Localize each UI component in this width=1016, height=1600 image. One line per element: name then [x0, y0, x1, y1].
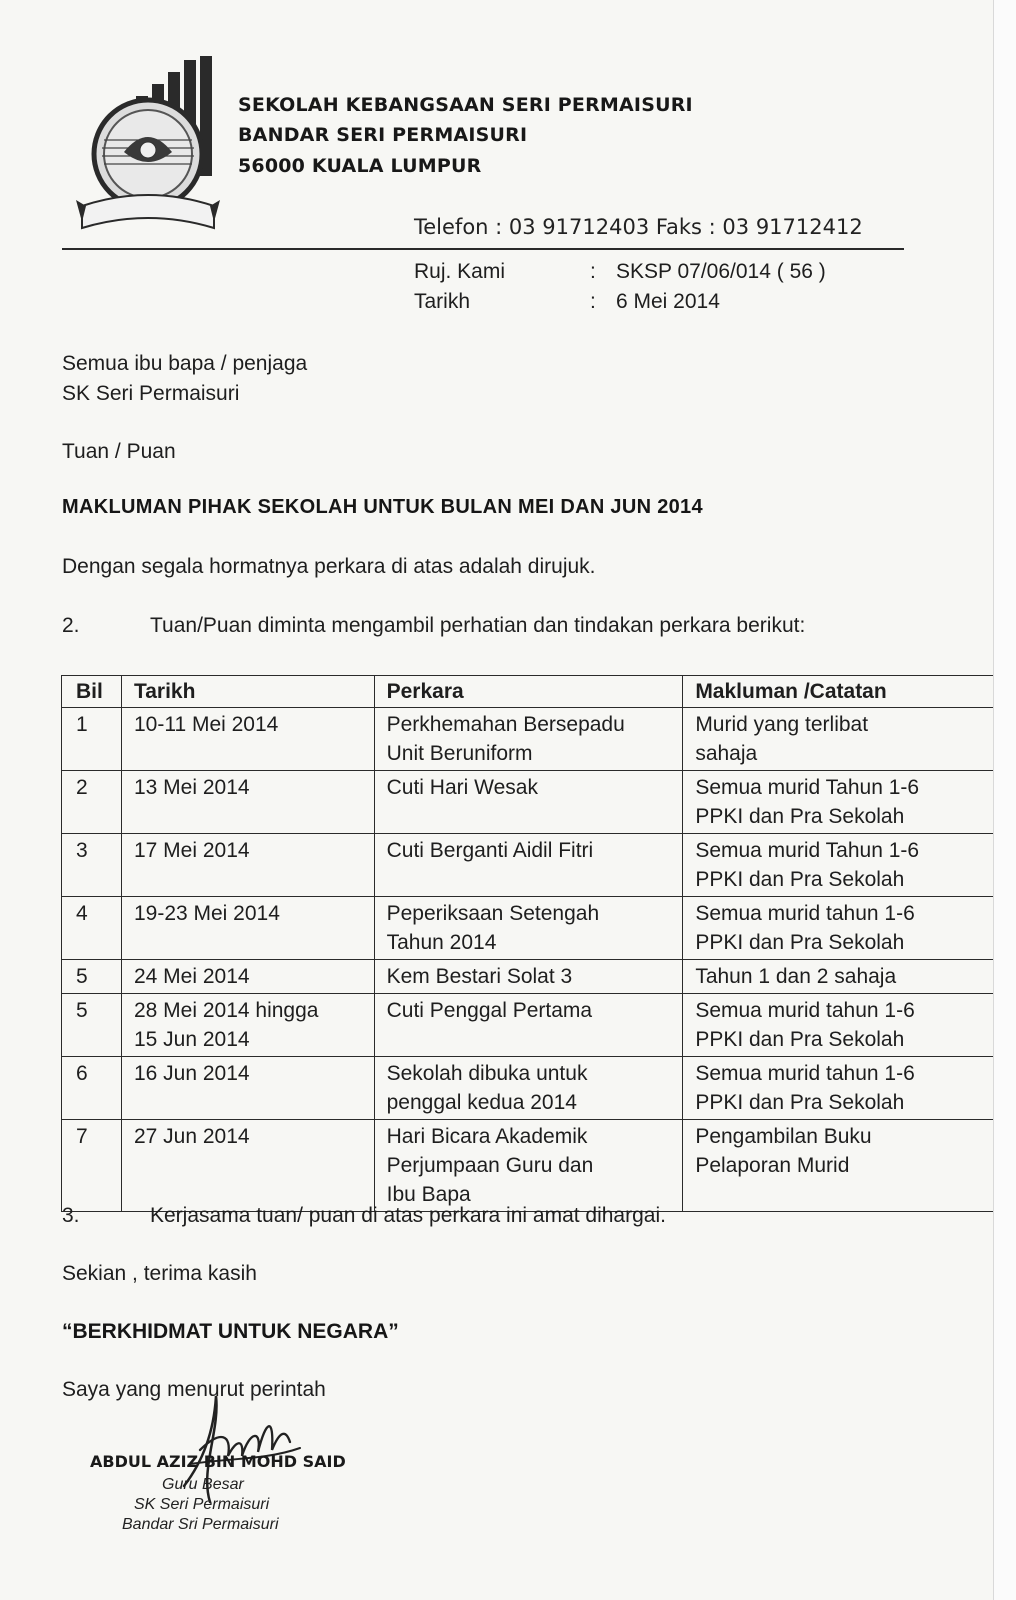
cell-tarikh [121, 834, 374, 897]
cell-perkara [374, 1120, 683, 1212]
school-crest-logo [72, 56, 232, 236]
signatory-title: Guru Besar [162, 1476, 244, 1493]
cell-tarikh [121, 960, 374, 994]
cell-line: Tahun 2014 [386, 931, 497, 954]
cell-line: Sekolah dibuka untuk [386, 1062, 588, 1085]
cell-perkara [374, 897, 683, 960]
cell-line: 19-23 Mei 2014 [133, 902, 280, 925]
cell-catatan [683, 834, 999, 897]
paragraph-2-text: Tuan/Puan diminta mengambil perhatian dan tindakan perkara berikut: [150, 614, 806, 637]
cell-catatan [683, 897, 999, 960]
cell-tarikh [121, 1120, 374, 1212]
cell-line: Unit Beruniform [386, 742, 533, 765]
cell-line: Hari Bicara Akademik [386, 1125, 588, 1148]
cell-catatan [683, 771, 999, 834]
table-row [62, 708, 999, 771]
cell-perkara [374, 708, 683, 771]
cell-line: 10-11 Mei 2014 [133, 713, 279, 736]
cell-line: Semua murid Tahun 1-6 [695, 776, 920, 799]
table-row [62, 994, 999, 1057]
school-address-line2: 56000 KUALA LUMPUR [238, 155, 482, 177]
paragraph-2-number: 2. [62, 614, 80, 637]
cell-line: Semua murid tahun 1-6 [695, 999, 915, 1022]
paragraph-3-number: 3. [62, 1204, 80, 1227]
cell-perkara [374, 960, 683, 994]
date-label: Tarikh [414, 290, 471, 313]
cell-catatan [683, 1057, 999, 1120]
recipient-line1: Semua ibu bapa / penjaga [62, 352, 308, 375]
cell-line: PPKI dan Pra Sekolah [695, 1091, 905, 1114]
header-perkara: Perkara [374, 676, 683, 708]
cell-bil: 3 [62, 834, 122, 897]
cell-line: penggal kedua 2014 [386, 1091, 577, 1114]
cell-line: Cuti Berganti Aidil Fitri [386, 839, 594, 862]
cell-tarikh [121, 897, 374, 960]
date-colon: : [590, 290, 596, 313]
cell-perkara [374, 771, 683, 834]
header-catatan: Makluman /Catatan [683, 676, 999, 708]
cell-tarikh [121, 1057, 374, 1120]
cell-line: PPKI dan Pra Sekolah [695, 1028, 905, 1051]
signatory-place: Bandar Sri Permaisuri [122, 1516, 279, 1533]
cell-line: 27 Jun 2014 [133, 1125, 250, 1148]
cell-bil: 5 [62, 994, 122, 1057]
cell-bil: 4 [62, 897, 122, 960]
cell-catatan [683, 1120, 999, 1212]
table-row [62, 771, 999, 834]
cell-line: 13 Mei 2014 [133, 776, 250, 799]
cell-line: 15 Jun 2014 [133, 1028, 250, 1051]
cell-perkara [374, 994, 683, 1057]
cell-catatan [683, 960, 999, 994]
motto: “BERKHIDMAT UNTUK NEGARA” [62, 1320, 399, 1343]
cell-line: PPKI dan Pra Sekolah [695, 868, 905, 891]
cell-bil: 1 [62, 708, 122, 771]
table-row [62, 1120, 999, 1212]
cell-line: Tahun 1 dan 2 sahaja [695, 965, 897, 988]
paragraph-1: Dengan segala hormatnya perkara di atas adalah dirujuk. [62, 555, 596, 578]
cell-line: Semua murid tahun 1-6 [695, 1062, 915, 1085]
school-address-line1: BANDAR SERI PERMAISURI [238, 124, 528, 146]
cell-catatan [683, 708, 999, 771]
cell-line: Pelaporan Murid [695, 1154, 850, 1177]
ref-colon: : [590, 260, 596, 283]
cell-tarikh [121, 708, 374, 771]
table-row [62, 960, 999, 994]
cell-line: Cuti Hari Wesak [386, 776, 538, 799]
contact-numbers: Telefon : 03 91712403 Faks : 03 91712412 [414, 215, 863, 239]
signatory-school: SK Seri Permaisuri [134, 1496, 270, 1513]
cell-line: Peperiksaan Setengah [386, 902, 600, 925]
cell-line: Perkhemahan Bersepadu [386, 713, 625, 736]
letter-subject: MAKLUMAN PIHAK SEKOLAH UNTUK BULAN MEI DAN JUN 2014 [62, 496, 703, 518]
salutation: Tuan / Puan [62, 440, 176, 463]
table-row [62, 897, 999, 960]
cell-tarikh [121, 994, 374, 1057]
ref-label: Ruj. Kami [414, 260, 506, 283]
cell-line: Cuti Penggal Pertama [386, 999, 593, 1022]
cell-catatan [683, 994, 999, 1057]
signatory-name: ABDUL AZIZ BIN MOHD SAID [90, 1452, 346, 1471]
cell-perkara [374, 1057, 683, 1120]
cell-line: 17 Mei 2014 [133, 839, 250, 862]
cell-line: PPKI dan Pra Sekolah [695, 805, 905, 828]
cell-line: Murid yang terlibat [695, 713, 869, 736]
cell-bil: 2 [62, 771, 122, 834]
closing-text: Sekian , terima kasih [62, 1262, 257, 1285]
cell-bil: 6 [62, 1057, 122, 1120]
cell-bil: 5 [62, 960, 122, 994]
cell-tarikh [121, 771, 374, 834]
cell-perkara [374, 834, 683, 897]
cell-line: Perjumpaan Guru dan [386, 1154, 594, 1177]
table-row [62, 1057, 999, 1120]
cell-line: 16 Jun 2014 [133, 1062, 250, 1085]
cell-line: Pengambilan Buku [695, 1125, 872, 1148]
cell-line: PPKI dan Pra Sekolah [695, 931, 905, 954]
cell-line: Ibu Bapa [386, 1183, 471, 1206]
cell-bil: 7 [62, 1120, 122, 1212]
sign-off: Saya yang menurut perintah [62, 1378, 326, 1401]
cell-line: Semua murid Tahun 1-6 [695, 839, 920, 862]
paper-edge [993, 0, 1016, 1600]
date-value: 6 Mei 2014 [616, 290, 720, 313]
cell-line: Semua murid tahun 1-6 [695, 902, 915, 925]
school-name: SEKOLAH KEBANGSAAN SERI PERMAISURI [238, 94, 693, 116]
cell-line: sahaja [695, 742, 758, 765]
cell-line: 28 Mei 2014 hingga [133, 999, 319, 1022]
paragraph-3-text: Kerjasama tuan/ puan di atas perkara ini amat dihargai. [150, 1204, 666, 1227]
table-row [62, 834, 999, 897]
table-header-row [62, 676, 999, 708]
header-tarikh: Tarikh [121, 676, 374, 708]
cell-line: 24 Mei 2014 [133, 965, 250, 988]
ref-value: SKSP 07/06/014 ( 56 ) [616, 260, 826, 283]
cell-line: Kem Bestari Solat 3 [386, 965, 573, 988]
header-bil: Bil [62, 676, 122, 708]
schedule-table [61, 675, 999, 1212]
recipient-line2: SK Seri Permaisuri [62, 382, 240, 405]
letterhead-divider [62, 248, 904, 250]
